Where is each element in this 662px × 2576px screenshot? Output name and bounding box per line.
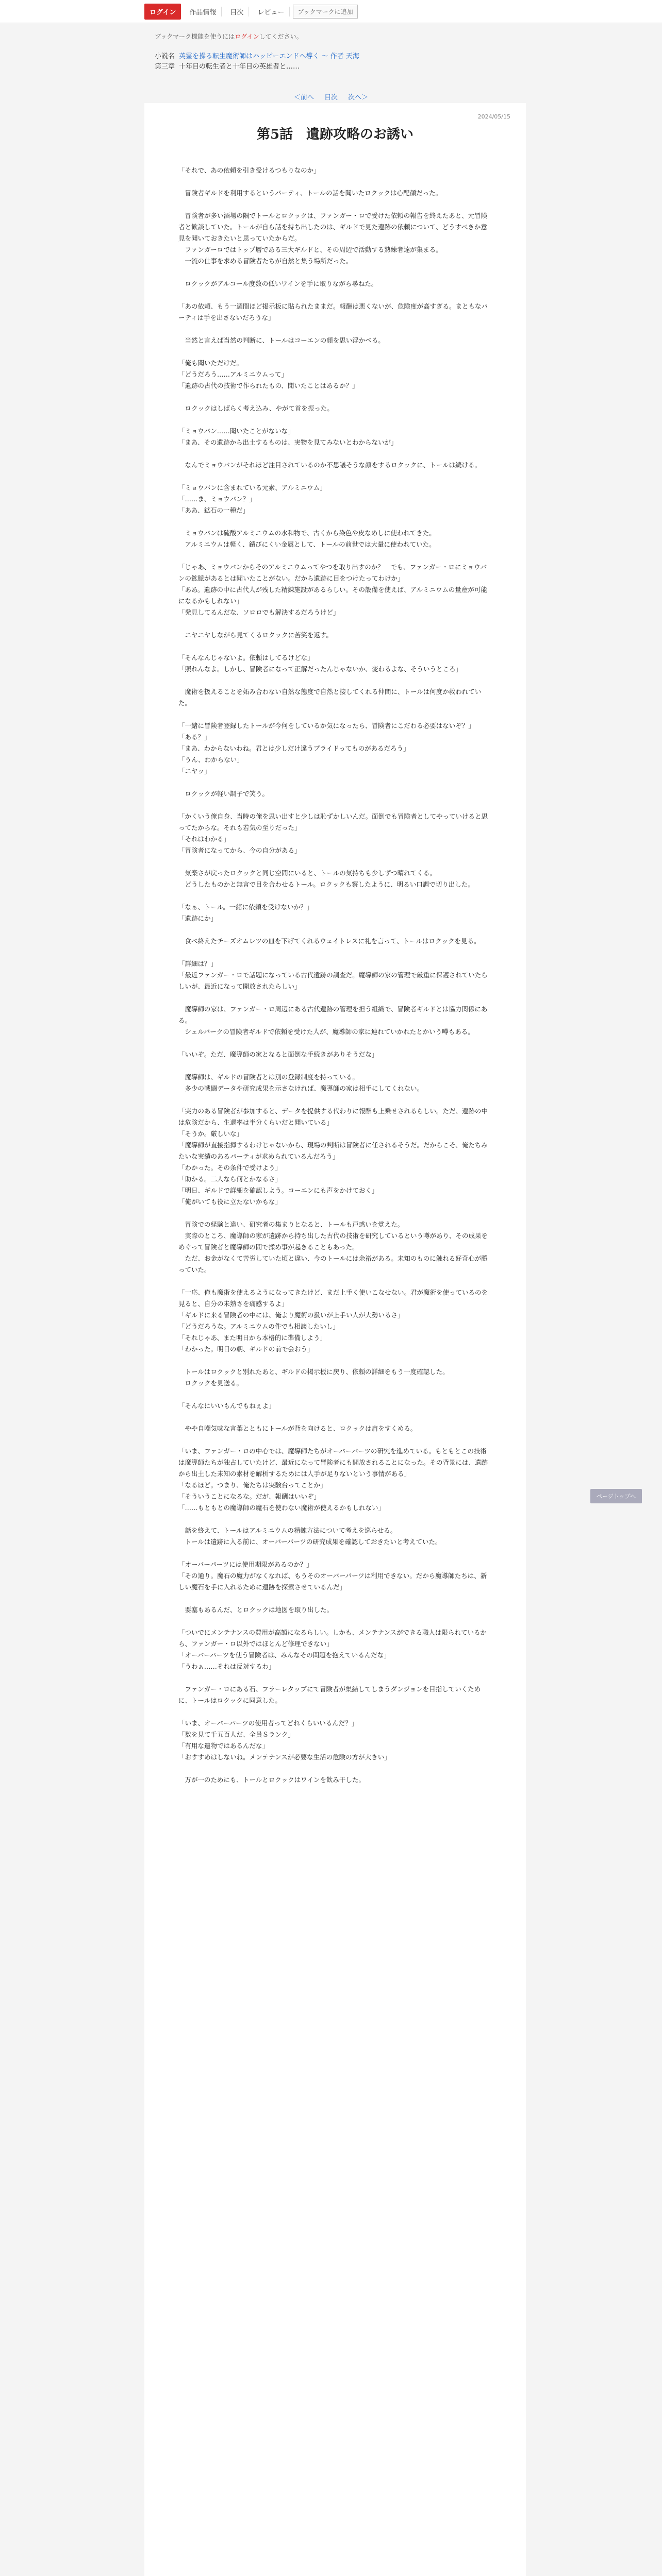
novel-paragraph: 「かくいう俺自身、当時の俺を思い出すと少しは恥ずかしいんだ。面倒でも冒険者としてやっていけると思ってたからな。それも若気の至りだった」 <box>178 812 488 832</box>
paragraph-gap <box>178 618 493 630</box>
paragraph-gap <box>178 471 493 482</box>
paragraph-gap <box>178 346 493 358</box>
novel-paragraph: 「ギルドに来る冒険者の中には、俺より魔術の扱いが上手い人が大勢いるさ」 <box>178 1311 404 1319</box>
top-bar <box>0 0 662 23</box>
login-link[interactable]: ログイン <box>235 33 259 40</box>
novel-body <box>178 165 493 1786</box>
novel-paragraph: 「俺がいても役に立たないかもな」 <box>178 1198 282 1206</box>
paragraph-gap <box>178 267 493 278</box>
novel-paragraph: 「それはわかる」 <box>178 835 230 843</box>
author-link[interactable]: 天海 <box>345 53 359 60</box>
novel-paragraph: ニヤニヤしながら見てくるロクックに苦笑を返す。 <box>178 631 333 639</box>
next-link[interactable]: 次へ＞ <box>348 94 369 101</box>
prev-link[interactable]: ＜前へ <box>293 94 314 101</box>
paragraph-gap <box>178 1412 493 1423</box>
novel-paragraph: 食べ終えたチーズオムレツの皿を下げてくれるウェイトレスに礼を言って、トールはロクックを見る。 <box>178 937 481 945</box>
novel-paragraph: 「そんなにいいもんでもねぇよ」 <box>178 1402 275 1410</box>
novel-link[interactable]: 英霊を操る転生魔術師はハッピーエンドへ導く ～ 作者 <box>179 53 344 60</box>
novel-paragraph: 「いま、ファンガー・ロの中心では、魔導師たちがオーバーパーツの研究を進めている。もともとこの技術は魔導師たちが独占していたけど、最近になって冒険者にも開放されることになった。その背景には、遺跡から出土した未知の素材を解析するためには人手が足りないという事情がある」 <box>178 1447 488 1478</box>
paragraph-gap <box>178 1672 493 1684</box>
paragraph-gap <box>178 1355 493 1366</box>
novel-paragraph: ファンガーロではトップ層である三大ギルドと、その周辺で活動する熟練者達が集まる。 <box>178 246 442 253</box>
toc-link[interactable]: 目次 <box>324 94 338 101</box>
novel-paragraph: 「遺跡の古代の技術で作られたもの、聞いたことはあるか？」 <box>178 382 359 389</box>
novel-paragraph: 「……ま、ミョウバン？」 <box>178 495 256 503</box>
series-info <box>155 52 359 72</box>
paragraph-gap <box>178 1208 493 1219</box>
chapter-label: 第三章 <box>155 63 175 71</box>
paragraph-gap <box>178 1763 493 1774</box>
novel-paragraph: どうしたものかと無言で目を合わせるトール。ロクックも察したように、明るい口調で切り出した。 <box>178 880 474 888</box>
paragraph-gap <box>178 448 493 460</box>
paragraph-gap <box>178 392 493 403</box>
novel-paragraph: 「ああ、鉱石の一種だ」 <box>178 506 250 514</box>
novel-paragraph: ミョウバンは硫酸アルミニウムの水和物で、古くから染色や皮なめしに使われてきた。 <box>178 529 436 537</box>
novel-paragraph: 多少の戦闘データや研究成果を示さなければ、魔導師の家は相手にしてくれない。 <box>178 1084 424 1092</box>
novel-paragraph: ロクックがアルコール度数の低いワインを手に取りながら尋ねた。 <box>178 280 378 287</box>
paragraph-gap <box>178 324 493 335</box>
novel-paragraph: 冒険での経験と違い、研究者の集まりとなると、トールも戸惑いを覚えた。 <box>178 1221 404 1228</box>
paragraph-gap <box>178 777 493 788</box>
novel-paragraph: ロクックはしばらく考え込み、やがて首を振った。 <box>178 404 334 412</box>
novel-paragraph: アルミニウムは軽く、錆びにくい金属として、トールの前世では大量に使われていた。 <box>178 540 436 548</box>
novel-paragraph: 要塞もあるんだ、とロクックは地図を取り出した。 <box>178 1606 334 1614</box>
episode-date: 2024/05/15 <box>477 113 510 120</box>
novel-paragraph: 「遺跡にか」 <box>178 914 218 922</box>
paragraph-gap <box>178 890 493 902</box>
novel-paragraph: 気楽さが戻ったロクックと同じ空間にいると、トールの気持ちも少しずつ晴れてくる。 <box>178 869 436 877</box>
novel-paragraph: 「その通り。魔石の魔力がなくなれば、もうそのオーバーパーツは利用できない。だから魔導師たちは、新しい魔石を手に入れるために遺跡を探索させているんだ」 <box>178 1572 487 1591</box>
paragraph-gap <box>178 550 493 562</box>
paragraph-gap <box>178 675 493 686</box>
novel-paragraph: ロクックを見送る。 <box>178 1379 243 1387</box>
novel-paragraph: 「わかった。その条件で受けよう」 <box>178 1164 282 1172</box>
novel-paragraph: 「実力のある冒険者が参加すると、データを提供する代わりに報酬も上乗せされるらしい。ただ、遺跡の中は危険だから、生還率は半分くらいだと聞いている」 <box>178 1107 488 1126</box>
novel-paragraph: 「いいぞ。ただ、魔導師の家となると面倒な手続きがありそうだな」 <box>178 1050 378 1058</box>
paragraph-gap <box>178 1389 493 1400</box>
bookmark-notice: ブックマーク機能を使うにはログインしてください。 <box>155 33 303 40</box>
paragraph-gap <box>178 290 493 301</box>
novel-paragraph: 「ミョウバン……聞いたことがないな」 <box>178 427 294 435</box>
paragraph-gap <box>178 1094 493 1106</box>
paragraph-gap <box>178 1434 493 1446</box>
novel-paragraph: 「有用な遺物ではあるんだな」 <box>178 1742 269 1750</box>
novel-paragraph: 「それで、あの依頼を引き受けるつもりなのか」 <box>178 166 320 174</box>
novel-paragraph: 「詳細は？」 <box>178 960 218 968</box>
novel-paragraph: ファンガー・ロにある石、フラーレタップにて冒険者が集結してしまうダンジョンを目指していくために、トールはロクックに同意した。 <box>178 1685 481 1704</box>
novel-paragraph: 「そうか。厳しいな」 <box>178 1130 243 1138</box>
paragraph-gap <box>178 1593 493 1604</box>
novel-paragraph: 「ついでにメンテナンスの費用が高額になるらしい。しかも、メンテナンスができる職人は限られているから、ファンガー・ロ以外ではほとんど修理できない」 <box>178 1629 487 1648</box>
tab-work-info[interactable]: 作品情報 <box>184 7 222 16</box>
novel-paragraph: 「おすすめはしないね。メンテナンスが必要な生活の危険の方が大きい」 <box>178 1753 391 1761</box>
novel-paragraph: 「明日、ギルドで詳細を確認しよう。コーエンにも声をかけておく」 <box>178 1187 378 1194</box>
novel-paragraph: 「なぁ、トール。一緒に依頼を受けないか？」 <box>178 903 313 911</box>
novel-paragraph: 「あの依頼、もう一週間ほど掲示板に貼られたままだ。報酬は悪くないが、危険度が高すぎる。まともなパーティは手を出さないだろうな」 <box>178 302 488 321</box>
novel-paragraph: 「じゃあ、ミョウバンからそのアルミニウムってやつを取り出すのか？ でも、ファンガー・ロにミョウバンの鉱脈があるとは聞いたことがない。だから遺跡に目をつけたってわけか」 <box>178 563 487 582</box>
novel-paragraph: 実際のところ、魔導師の家が遺跡から持ち出した古代の技術を研究しているという噂があり、その成果をめぐって冒険者と魔導師の間で揉め事が起きることもあった。 <box>178 1232 488 1251</box>
novel-paragraph: 「なるほど。つまり、俺たちは実験台ってことか」 <box>178 1481 327 1489</box>
pager-top <box>0 92 662 101</box>
paragraph-gap <box>178 856 493 868</box>
paragraph-gap <box>178 1514 493 1525</box>
novel-paragraph: 話を終えて、トールはアルミニウムの精錬方法について考えを巡らせる。 <box>178 1527 397 1534</box>
novel-paragraph: トールはロクックと別れたあと、ギルドの掲示板に戻り、依頼の詳細をもう一度確認した。 <box>178 1368 449 1376</box>
episode-title: 第5話 遺跡攻略のお誘い <box>256 127 414 142</box>
tab-review[interactable]: レビュー <box>252 7 290 16</box>
novel-paragraph: 「どうだろう……アルミニウムって」 <box>178 370 288 378</box>
novel-paragraph: 「まあ、わからないわね。君とは少しだけ違うプライドってものがあるだろう」 <box>178 744 410 752</box>
paragraph-gap <box>178 414 493 426</box>
novel-paragraph: 「うん、わからない」 <box>178 756 243 764</box>
paragraph-gap <box>178 199 493 210</box>
tab-toc[interactable]: 目次 <box>225 7 249 16</box>
novel-paragraph: 「冒険者になってから、今の自分がある」 <box>178 846 301 854</box>
novel-label: 小説名 <box>155 53 175 60</box>
novel-paragraph: 「ミョウバンに含まれている元素、アルミニウム」 <box>178 484 326 492</box>
novel-paragraph: 「どうだろうな。アルミニウムの件でも相談したいし」 <box>178 1323 339 1330</box>
novel-paragraph: 「いま、オーバーパーツの使用者ってどれくらいいるんだ？」 <box>178 1719 358 1727</box>
novel-paragraph: ロクックが軽い調子で笑う。 <box>178 790 269 798</box>
novel-paragraph: 「一緒に冒険者登録したトールが今何をしているか気になったら、冒険者にこだわる必要はないぞ？」 <box>178 722 475 730</box>
page-top-button[interactable]: ページトップへ <box>590 1489 642 1503</box>
novel-paragraph: 「照れんなよ。しかし、冒険者になって正解だったんじゃないか、変わるよな、そういうところ」 <box>178 665 462 673</box>
paragraph-gap <box>178 709 493 720</box>
novel-paragraph: 「ニヤッ」 <box>178 767 211 775</box>
paragraph-gap <box>178 1706 493 1718</box>
novel-paragraph: 「ある？」 <box>178 733 211 741</box>
novel-paragraph: 「発見してるんだな、ソロロでも解決するだろうけど」 <box>178 608 340 616</box>
paragraph-gap <box>178 1276 493 1287</box>
novel-paragraph: 魔術を扱えることを妬み合わない自然な態度で自然と接してくれる仲間に、トールは何度か救われていた。 <box>178 688 482 707</box>
novel-paragraph: 「……もともとの魔導師の魔石を使わない魔術が使えるかもしれない」 <box>178 1504 385 1512</box>
novel-paragraph: 冒険者が多い酒場の隅でトールとロクックは、ファンガー・ロで受けた依頼の報告を終えたあと、元冒険者と歓談していた。トールが自ら話を持ち出したのは、ギルドで見た遺跡の依頼について、どうすべきか意見を聞いておきたいと思っていたからだ。 <box>178 212 488 242</box>
login-button[interactable]: ログイン <box>144 4 181 20</box>
paragraph-gap <box>178 947 493 958</box>
novel-paragraph: ただ、お金がなくて苦労していた頃と違い、今のトールには余裕がある。未知のものに触れる好奇心が勝っていた。 <box>178 1255 488 1274</box>
novel-paragraph: 「そういうことになるな。だが、報酬はいいぞ」 <box>178 1493 321 1500</box>
novel-paragraph: 魔導師は、ギルドの冒険者とは別の登録制度を持っている。 <box>178 1073 359 1081</box>
novel-paragraph: 「そんなんじゃないよ。依頼はしてるけどな」 <box>178 654 314 662</box>
episode-container <box>144 103 526 2576</box>
novel-paragraph: 「一応、俺も魔術を使えるようになってきたけど、まだ上手く使いこなせない。君が魔術を使っているのを見ると、自分の未熟さを痛感するよ」 <box>178 1289 488 1308</box>
novel-paragraph: 「俺も聞いただけだ。 <box>178 359 243 367</box>
novel-paragraph: 「最近ファンガー・ロで話題になっている古代遺跡の調査だ。魔導師の家の管理で厳重に保護されていたらしいが、最近になって開放されたらしい」 <box>178 971 488 990</box>
paragraph-gap <box>178 924 493 936</box>
paragraph-gap <box>178 1038 493 1049</box>
novel-paragraph: 「オーバーパーツを使う冒険者は、みんなその問題を抱えているんだな」 <box>178 1651 390 1659</box>
chapter-title: 十年目の転生者と十年目の英雄者と…… <box>179 63 300 71</box>
paragraph-gap <box>178 800 493 811</box>
novel-paragraph: 当然と言えば当然の判断に、トールはコーエンの顔を思い浮かべる。 <box>178 336 385 344</box>
novel-paragraph: 「オーバーパーツには使用期限があるのか？」 <box>178 1561 313 1568</box>
paragraph-gap <box>178 1616 493 1627</box>
novel-paragraph: 万が一のためにも、トールとロクックはワインを飲み干した。 <box>178 1776 365 1784</box>
paragraph-gap <box>178 176 493 188</box>
paragraph-gap <box>178 516 493 528</box>
novel-paragraph: 一流の仕事を求める冒険者たちが自然と集う場所だった。 <box>178 257 353 265</box>
novel-paragraph: 「数を見て千五百人だ、全員Ｓランク」 <box>178 1731 294 1738</box>
novel-paragraph: 冒険者ギルドを利用するというパーティ、トールの話を聞いたロクックは心配顔だった。 <box>178 189 442 197</box>
paragraph-gap <box>178 1060 493 1072</box>
novel-paragraph: 「ああ。遺跡の中に古代人が残した精錬施設があるらしい。その設備を使えば、アルミニウムの量産が可能になるかもしれない」 <box>178 586 487 605</box>
novel-paragraph: 「うわぁ……それは反対するわ」 <box>178 1663 275 1670</box>
novel-paragraph: 「それじゃあ、また明日から本格的に準備しよう」 <box>178 1334 327 1342</box>
novel-paragraph: 「助かる。二人なら何とかなるさ」 <box>178 1175 282 1183</box>
novel-paragraph: シェルバークの冒険者ギルドで依頼を受けた人が、魔導師の家に連れていかれたとかいう噂もある。 <box>178 1028 474 1036</box>
novel-paragraph: 魔導師の家は、ファンガー・ロ周辺にある古代遺跡の管理を担う組織で、冒険者ギルドとは協力関係にある。 <box>178 1005 488 1024</box>
bookmark-button[interactable]: ブックマークに追加 <box>293 5 357 19</box>
novel-paragraph: トールは遺跡に入る前に、オーバーパーツの研究成果を確認しておきたいと考えていた。 <box>178 1538 442 1546</box>
paragraph-gap <box>178 641 493 652</box>
novel-paragraph: やや自嘲気味な言葉とともにトールが背を向けると、ロクックは肩をすくめる。 <box>178 1425 417 1432</box>
paragraph-gap <box>178 1548 493 1559</box>
novel-paragraph: 「まあ、その遺跡から出土するものは、実物を見てみないとわからないが」 <box>178 438 398 446</box>
novel-paragraph: 「魔導師が直接指揮するわけじゃないから、現場の判断は冒険者に任されるそうだ。だからこそ、俺たちみたいな実績のあるパーティが求められているんだろう」 <box>178 1141 488 1160</box>
novel-paragraph: なんでミョウバンがそれほど注目されているのか不思議そうな顔をするロクックに、トールは続ける。 <box>178 461 482 469</box>
novel-paragraph: 「わかった。明日の朝、ギルドの前で会おう」 <box>178 1345 314 1353</box>
paragraph-gap <box>178 992 493 1004</box>
